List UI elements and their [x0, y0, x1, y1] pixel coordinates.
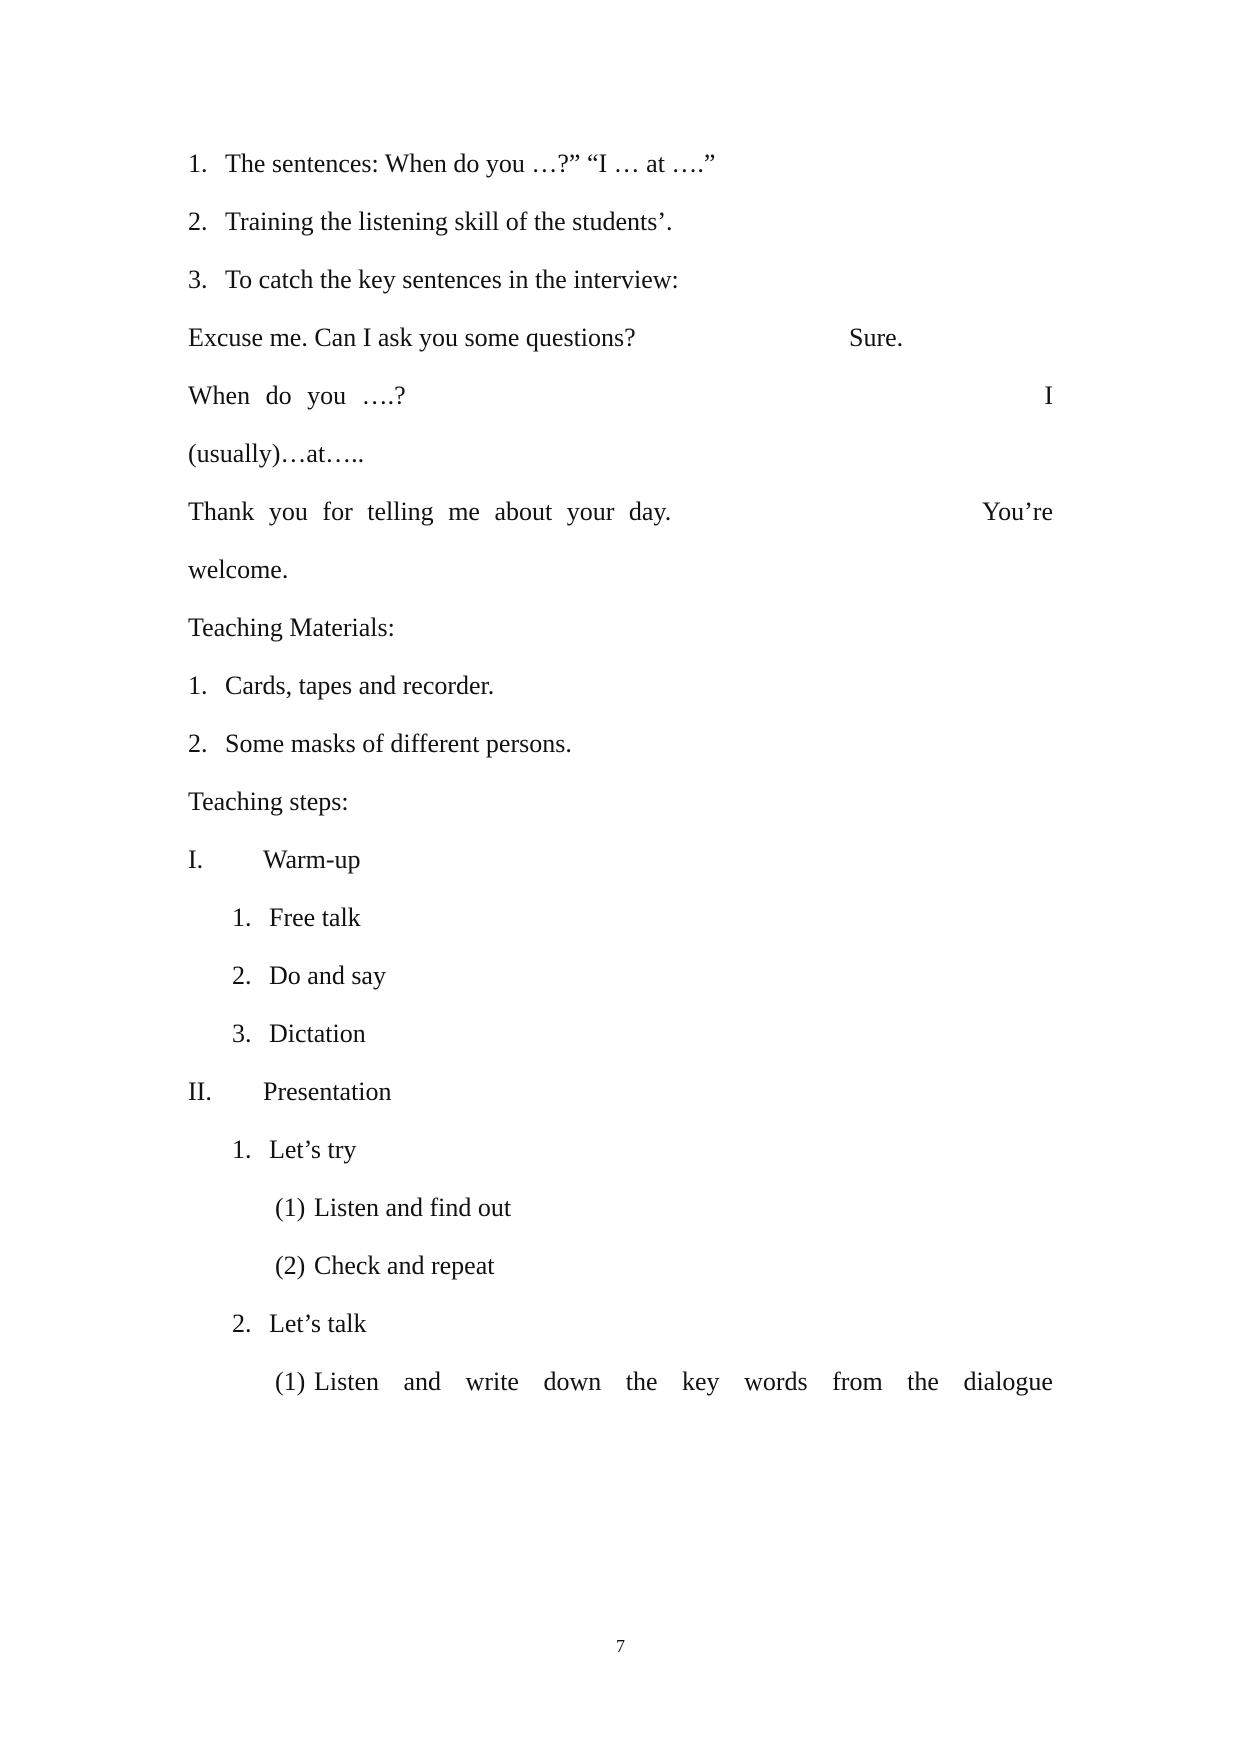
list-text: Free talk: [269, 903, 361, 932]
talk-sub-1: [188, 1362, 1053, 1402]
sub-text: Check and repeat: [314, 1251, 495, 1280]
list-number: 2.: [232, 1309, 252, 1338]
sub-number: (2): [275, 1251, 306, 1280]
word: words: [744, 1367, 808, 1396]
step-warmup: [188, 840, 1053, 880]
dialogue-line-1: [188, 318, 1053, 358]
list-text: Do and say: [269, 961, 386, 990]
step-title: Presentation: [263, 1077, 392, 1106]
word: me: [448, 497, 480, 526]
list-number: 1.: [188, 149, 208, 178]
dialogue-question: Excuse me. Can I ask you some questions?: [188, 323, 636, 352]
word: telling: [367, 497, 434, 526]
sub-number: (1): [275, 1367, 306, 1396]
word: do: [265, 381, 292, 410]
try-sub-2: [188, 1246, 1053, 1286]
word: Listen: [314, 1367, 379, 1396]
word: your: [566, 497, 615, 526]
list-number: 3.: [188, 265, 208, 294]
objective-2: [188, 202, 1053, 242]
dialogue-answer-cont: (usually)…at…..: [188, 439, 365, 468]
word: the: [625, 1367, 658, 1396]
page-number: 7: [616, 1636, 625, 1656]
word: day.: [628, 497, 672, 526]
word: you: [307, 381, 347, 410]
step-title: Warm-up: [263, 845, 361, 874]
list-number: 2.: [188, 729, 208, 758]
list-text: Some masks of different persons.: [225, 729, 572, 758]
word: write: [465, 1367, 519, 1396]
dialogue-question: [188, 376, 406, 416]
roman-numeral: II.: [188, 1077, 212, 1106]
dialogue-answer: Sure.: [849, 323, 904, 352]
warmup-item-1: [188, 898, 1053, 938]
word: from: [832, 1367, 883, 1396]
word: When: [188, 381, 251, 410]
steps-heading: Teaching steps:: [188, 787, 349, 816]
dialogue-answer: I: [1044, 381, 1053, 410]
word: dialogue: [963, 1367, 1053, 1396]
dialogue-answer-cont: welcome.: [188, 555, 289, 584]
objective-1: [188, 144, 1053, 184]
material-item-2: [188, 724, 1053, 764]
dialogue-line-2-cont: [188, 434, 1053, 474]
list-text: Dictation: [269, 1019, 366, 1048]
warmup-item-2: [188, 956, 1053, 996]
try-sub-1: [188, 1188, 1053, 1228]
list-number: 1.: [188, 671, 208, 700]
materials-heading: Teaching Materials:: [188, 613, 395, 642]
presentation-item-talk: [188, 1304, 1053, 1344]
list-number: 2.: [188, 207, 208, 236]
dialogue-line-2: [188, 376, 1053, 416]
list-text: Let’s try: [269, 1135, 357, 1164]
objective-3: [188, 260, 1053, 300]
dialogue-question: [188, 492, 671, 532]
word: key: [682, 1367, 720, 1396]
list-text: Training the listening skill of the students’.: [225, 207, 673, 236]
sub-number: (1): [275, 1193, 306, 1222]
list-text: The sentences: When do you …?” “I … at ….”: [225, 149, 716, 178]
sub-text: [314, 1362, 1053, 1402]
word: ….?: [361, 381, 406, 410]
word: down: [543, 1367, 602, 1396]
presentation-item-try: [188, 1130, 1053, 1170]
dialogue-line-3-cont: [188, 550, 1053, 590]
word: and: [403, 1367, 442, 1396]
dialogue-line-3: [188, 492, 1053, 532]
list-number: 1.: [232, 1135, 252, 1164]
word: you: [268, 497, 308, 526]
list-number: 3.: [232, 1019, 252, 1048]
word: about: [494, 497, 553, 526]
word: for: [322, 497, 353, 526]
dialogue-answer: You’re: [981, 497, 1053, 526]
list-number: 1.: [232, 903, 252, 932]
roman-numeral: I.: [188, 845, 204, 874]
word: Thank: [188, 497, 255, 526]
list-text: Cards, tapes and recorder.: [225, 671, 495, 700]
warmup-item-3: [188, 1014, 1053, 1054]
list-text: Let’s talk: [269, 1309, 367, 1338]
step-presentation: [188, 1072, 1053, 1112]
list-number: 2.: [232, 961, 252, 990]
word: the: [907, 1367, 939, 1396]
list-text: To catch the key sentences in the interview:: [225, 265, 679, 294]
sub-text: Listen and find out: [314, 1193, 512, 1222]
material-item-1: [188, 666, 1053, 706]
